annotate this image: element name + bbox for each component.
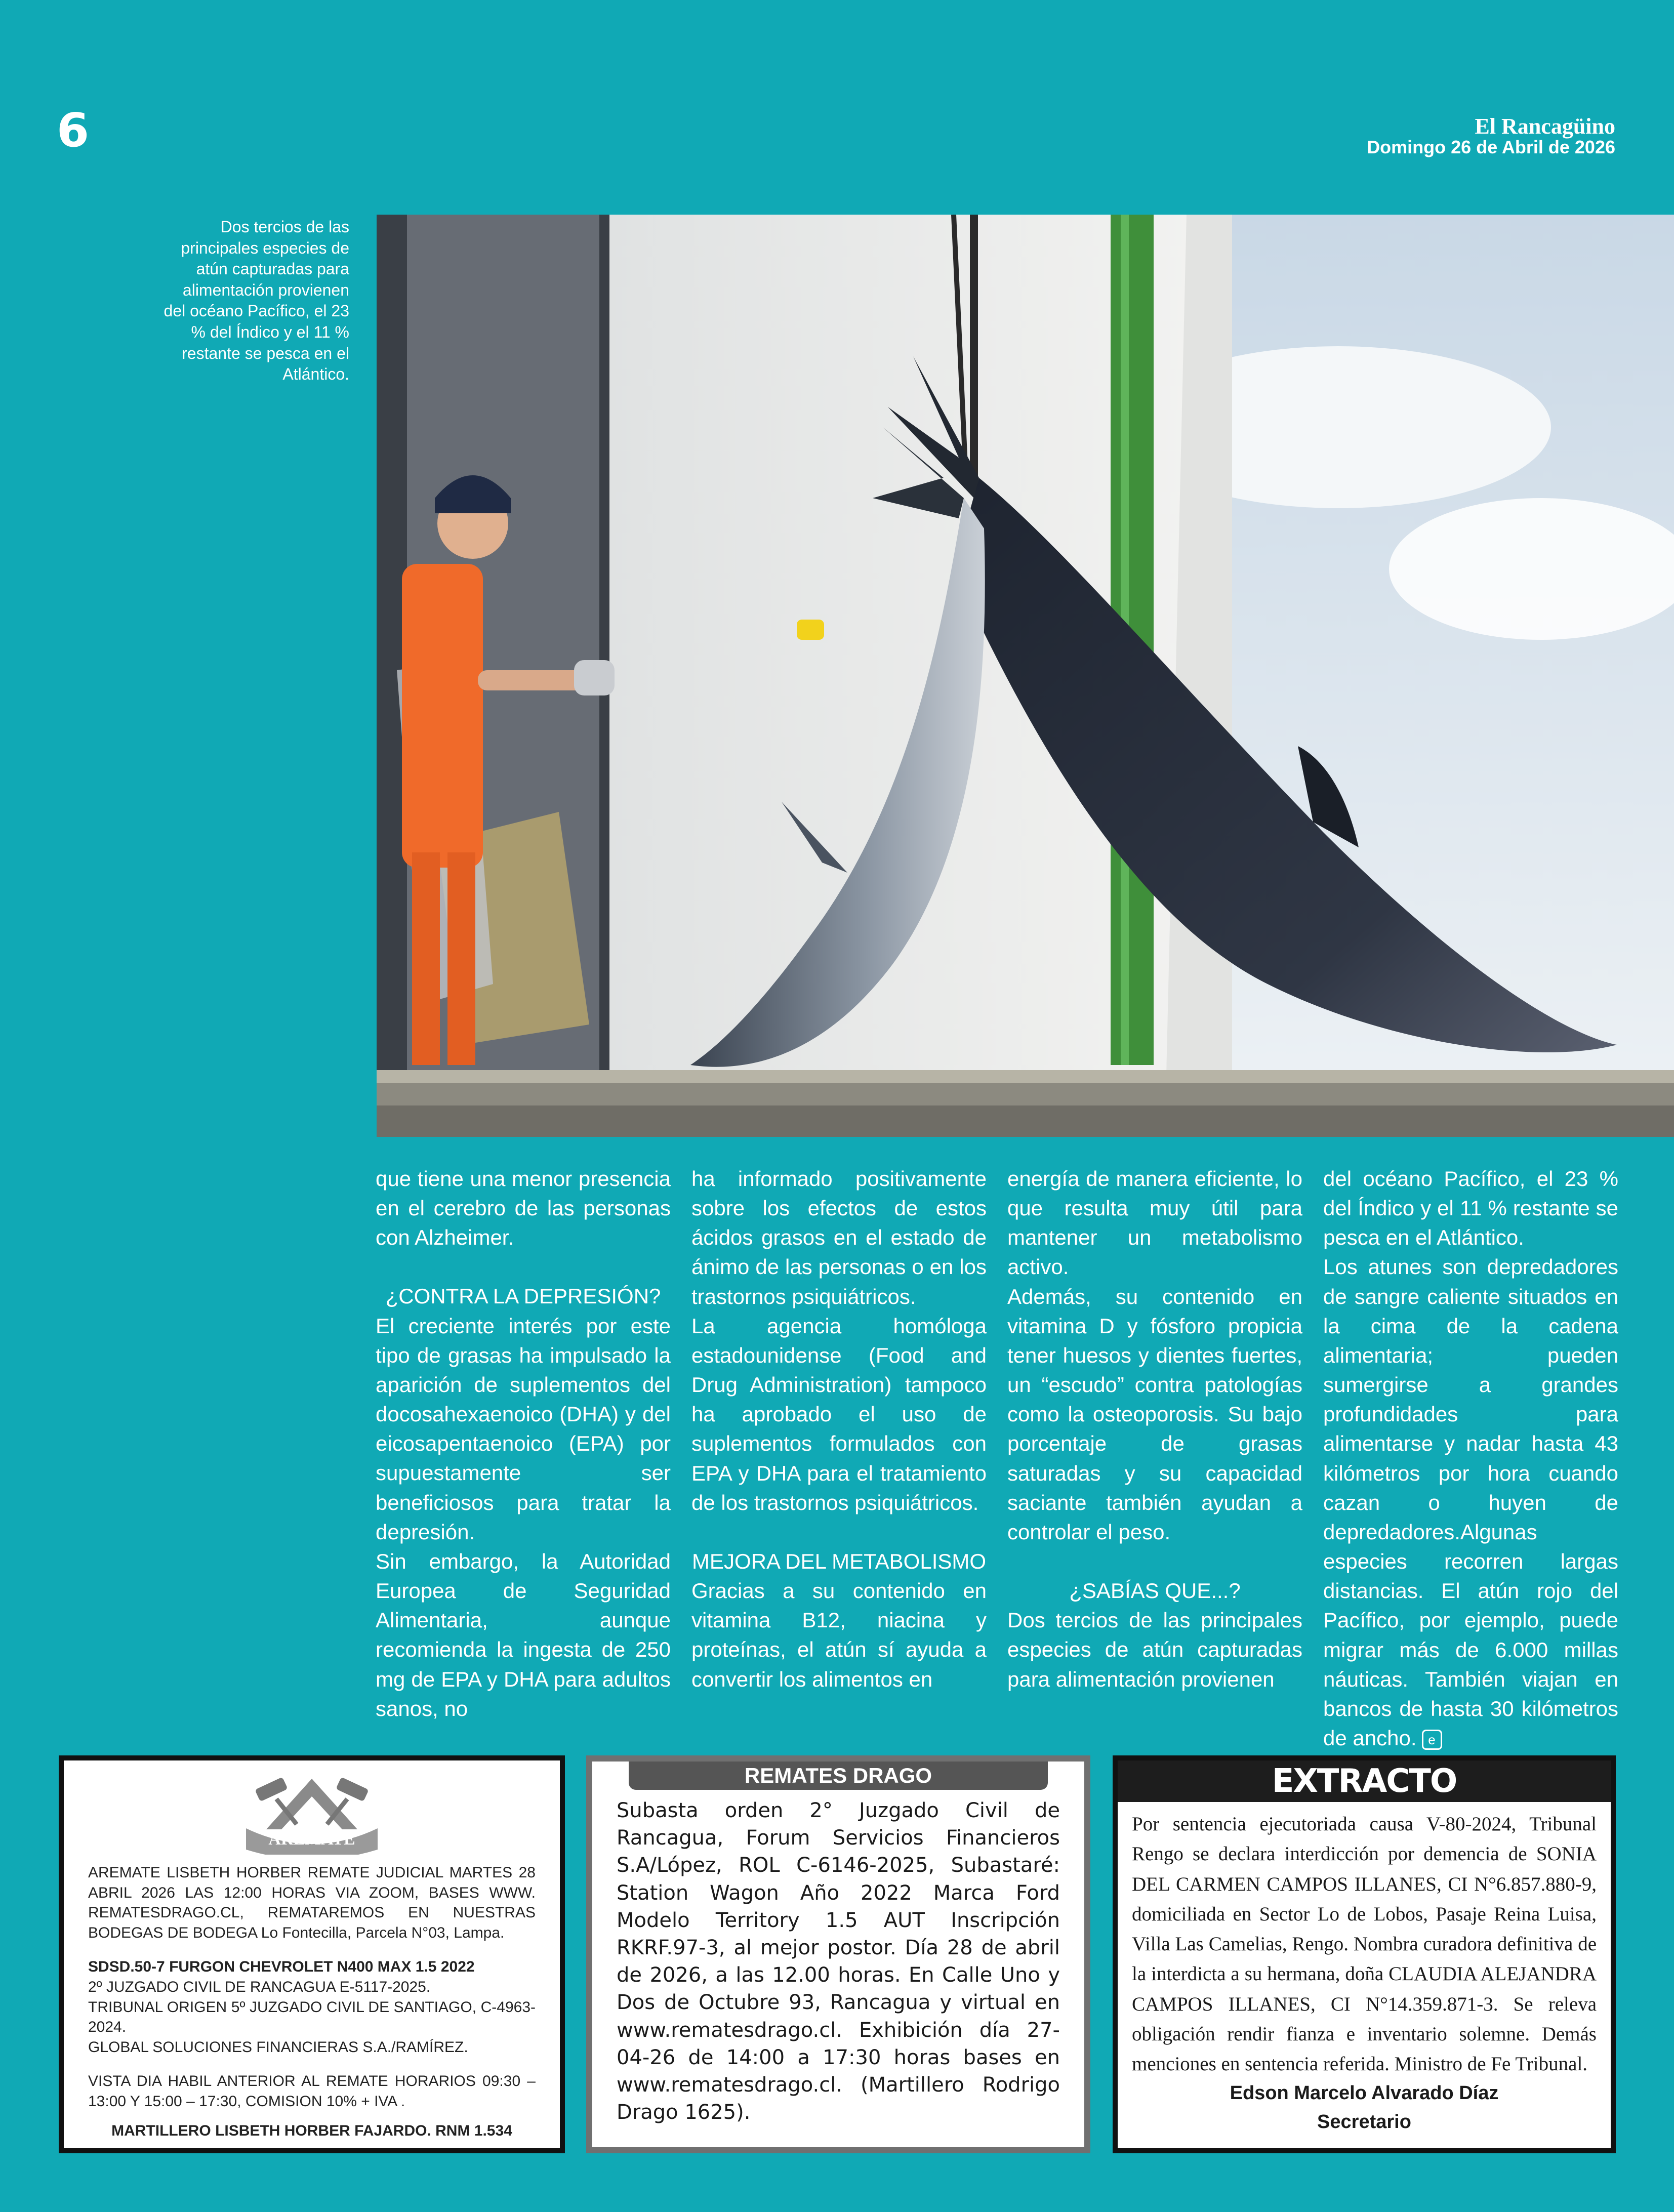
article-paragraph bbox=[1323, 1252, 1618, 1753]
aremate-intro: AREMATE LISBETH HORBER REMATE JUDICIAL MARTES 28 ABRIL 2026 LAS 12:00 HORAS VIA ZOOM, BASES WWW. REMATESDRAGO.CL, REMATAREMOS EN NUESTRAS BODEGAS DE BODEGA Lo Fontecilla, Parcela N°03, Lampa. bbox=[88, 1864, 536, 1941]
newspaper-name: El Rancagüino bbox=[1475, 114, 1615, 139]
ad-aremate bbox=[59, 1755, 565, 2153]
extracto-signer: Edson Marcelo Alvarado Díaz bbox=[1230, 2082, 1499, 2104]
issue-date: Domingo 26 de Abril de 2026 bbox=[1367, 137, 1615, 157]
article-column-3 bbox=[1007, 1164, 1302, 1694]
article-paragraph: El creciente interés por este tipo de grasas ha impulsado la aparición de suplementos del docosahexaenoico (DHA) y del eicosapentaenoico (EPA) por supuestamente ser beneficiosos para tratar la depresión. bbox=[376, 1314, 671, 1544]
drago-body: Subasta orden 2° Juzgado Civil de Rancagua, Forum Servicios Financieros S.A/López, ROL C-6146-2025, Subastaré: Station Wagon Año 2022 Marca Ford Modelo Territory 1.5 AUT Inscripción RKRF.97-3, al mejor postor. Día 28 de abril de 2026, a las 12.00 horas. En Calle Uno y Dos de Octubre 93, Rancagua y virtual en www.rematesdrago.cl. Exhibición día 27-04-26 de 14:00 a 17:30 horas bases en www.rematesdrago.cl. (Martillero Rodrigo Drago 1625). bbox=[617, 1799, 1060, 2124]
tuna-photo-illustration bbox=[377, 215, 1674, 1137]
end-mark-icon: e bbox=[1422, 1730, 1442, 1750]
aremate-parties: GLOBAL SOLUCIONES FINANCIERAS S.A./RAMÍREZ. bbox=[88, 2038, 468, 2056]
article-paragraph: que tiene una menor presencia en el cerebro de las personas con Alzheimer. bbox=[376, 1167, 671, 1250]
subheading-metabolismo: MEJORA DEL METABOLISMO bbox=[691, 1549, 987, 1573]
aremate-vehicle: SDSD.50-7 FURGON CHEVROLET N400 MAX 1.5 2022 bbox=[88, 1958, 475, 1976]
article-paragraph: Además, su contenido en vitamina D y fósforo propicia tener huesos y dientes fuertes, un “escudo” contra patologías como la osteoporosis. Su bajo porcentaje de grasas saturadas y su capacidad saciante también ayudan a controlar el peso. bbox=[1007, 1284, 1302, 1544]
article-paragraph: ha informado positivamente sobre los efectos de estos ácidos grasos en el estado de ánimo de las personas o en los trastornos psiquiátricos. bbox=[691, 1167, 987, 1308]
article-paragraph: energía de manera eficiente, lo que resulta muy útil para mantener un metabolismo activo. bbox=[1007, 1167, 1302, 1279]
subheading-sabias-que: ¿SABÍAS QUE...? bbox=[1069, 1579, 1241, 1603]
extracto-role: Secretario bbox=[1317, 2111, 1411, 2133]
article-paragraph: Dos tercios de las principales especies de atún capturadas para alimentación provienen bbox=[1007, 1608, 1302, 1691]
drago-title: REMATES DRAGO bbox=[629, 1762, 1048, 1790]
tuna-photo bbox=[377, 215, 1674, 1137]
ad-extracto bbox=[1113, 1755, 1616, 2153]
article-paragraph: Gracias a su contenido en vitamina B12, niacina y proteínas, el atún sí ayuda a convertir los alimentos en bbox=[691, 1579, 987, 1691]
photo-caption: Dos tercios de las principales especies de atún capturadas para alimentación provienen del océano Pacífico, el 23 % del Índico y el 11 % restante se pesca en el Atlántico. bbox=[164, 218, 349, 384]
article-column-4 bbox=[1323, 1164, 1618, 1753]
page-number: 6 bbox=[57, 103, 90, 157]
article-column-2 bbox=[691, 1164, 987, 1694]
ad-remates-drago bbox=[586, 1755, 1090, 2153]
article-paragraph: La agencia homóloga estadounidense (Food and Drug Administration) tampoco ha aprobado el uso de suplementos formulados con EPA y DHA para el tratamiento de los trastornos psiquiátricos. bbox=[691, 1314, 987, 1514]
aremate-court: 2º JUZGADO CIVIL DE RANCAGUA E-5117-2025. bbox=[88, 1978, 431, 1995]
article-column-1 bbox=[376, 1164, 671, 1724]
subheading-depresion: ¿CONTRA LA DEPRESIÓN? bbox=[385, 1284, 661, 1308]
extracto-text: Por sentencia ejecutoriada causa V-80-2024, Tribunal Rengo se declara interdicción por demencia de SONIA DEL CARMEN CAMPOS ILLANES, CI N°6.857.880-9, domiciliada en Sector Lo de Lobos, Pasaje Reina Luisa, Villa Las Camelias, Rengo. Nombra curadora definitiva de la interdicta a su hermana, doña CLAUDIA ALEJANDRA CAMPOS ILLANES, CI N°14.359.871-3. Se releva obligación rendir fianza e inventario solemne. Demás menciones en sentencia referida. Ministro de Fe Tribunal. bbox=[1132, 1813, 1597, 2075]
aremate-origin-court: TRIBUNAL ORIGEN 5º JUZGADO CIVIL DE SANTIAGO, C-4963-2024. bbox=[88, 1998, 536, 2036]
aremate-schedule: VISTA DIA HABIL ANTERIOR AL REMATE HORARIOS 09:30 – 13:00 Y 15:00 – 17:30, COMISION 10% + IVA . bbox=[88, 2073, 536, 2110]
article-closing-text: Los atunes son depredadores de sangre caliente situados en la cima de la cadena alimentaria; pueden sumergirse a grandes profundidades para alimentarse y nadar hasta 43 kilómetros por hora cuando cazan o huyen de depredadores.Algunas especies recorren largas distancias. El atún rojo del Pacífico, por ejemplo, puede migrar más de 6.000 millas náuticas. También viajan en bancos de hasta 30 kilómetros de ancho. bbox=[1323, 1255, 1618, 1750]
extracto-body bbox=[1118, 1802, 1611, 2137]
masthead bbox=[1367, 115, 1615, 157]
article-paragraph: Sin embargo, la Autoridad Europea de Seguridad Alimentaria, aunque recomienda la ingesta de 250 mg de EPA y DHA para adultos sanos, no bbox=[376, 1549, 671, 1721]
extracto-title: EXTRACTO bbox=[1118, 1760, 1611, 1802]
aremate-logo-icon bbox=[236, 1774, 388, 1855]
aremate-logo-text: AREMATE bbox=[268, 1830, 355, 1849]
aremate-auctioneer: MARTILLERO LISBETH HORBER FAJARDO. RNM 1.534 bbox=[111, 2122, 512, 2139]
article-paragraph: del océano Pacífico, el 23 % del Índico y el 11 % restante se pesca en el Atlántico. bbox=[1323, 1167, 1618, 1250]
